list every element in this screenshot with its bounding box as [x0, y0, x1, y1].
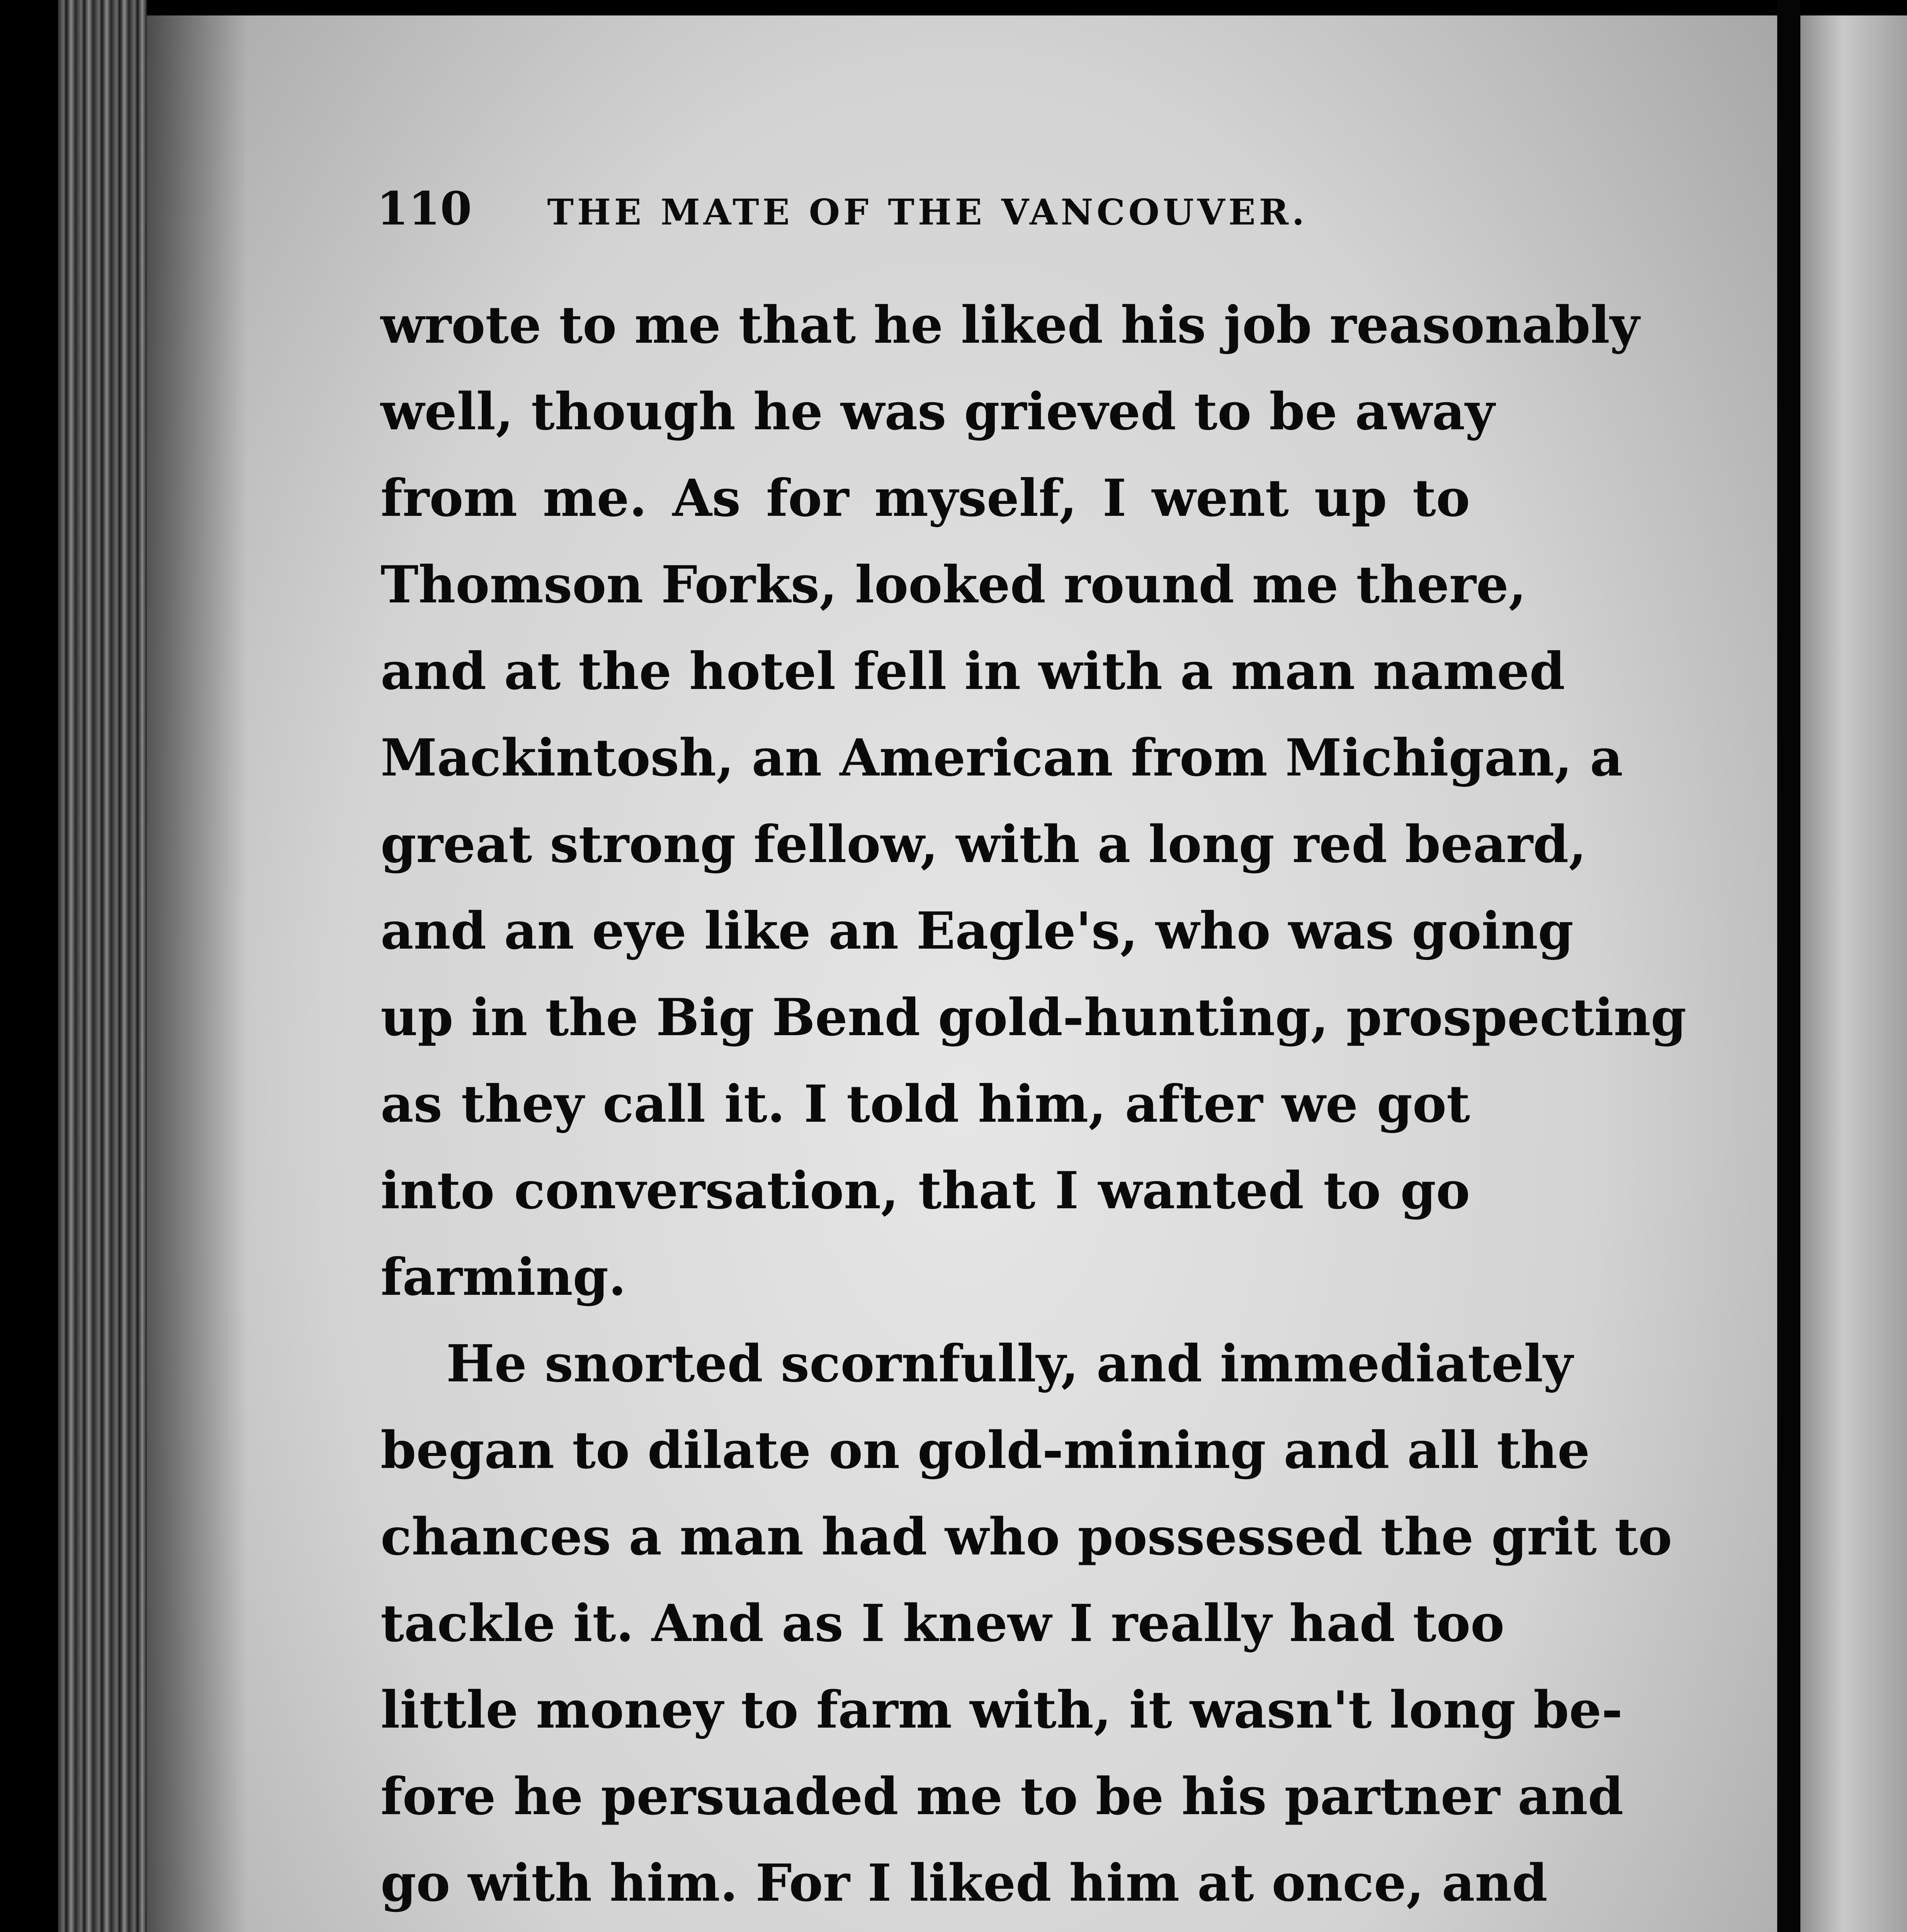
gutter-bar	[1777, 0, 1800, 1932]
text-line: fore he persuaded me to be his partner and	[381, 1767, 1624, 1827]
text-line: tackle it. And as I knew I really had too	[381, 1594, 1505, 1653]
text-line: Mackintosh, an American from Michigan, a	[381, 728, 1623, 788]
page-shadow	[147, 15, 247, 1932]
page-edge-stack	[58, 0, 147, 1932]
text-line: farming.	[381, 1247, 626, 1307]
text-line: into conversation, that I wanted to go	[381, 1161, 1470, 1221]
text-line: He snorted scornfully, and immediately	[446, 1334, 1573, 1394]
running-title: THE MATE OF THE VANCOUVER.	[547, 191, 1308, 233]
paragraph-1	[381, 282, 1686, 1321]
text-line: chances a man had who possessed the grit to	[381, 1507, 1672, 1567]
text-line: and an eye like an Eagle's, who was going	[381, 901, 1574, 961]
body-text	[381, 282, 1686, 1932]
text-line: Thomson Forks, looked round me there,	[381, 555, 1526, 615]
text-line: go with him. For I liked him at once, and	[381, 1853, 1548, 1913]
text-line: up in the Big Bend gold-hunting, prospecting	[381, 988, 1686, 1048]
text-line: little money to farm with, it wasn't long be-	[381, 1680, 1623, 1740]
paragraph-2	[381, 1321, 1672, 1932]
text-line: began to dilate on gold-mining and all the	[381, 1420, 1590, 1480]
text-line: and at the hotel fell in with a man named	[381, 641, 1565, 701]
text-line: well, though he was grieved to be away	[381, 382, 1495, 442]
page-number: 110	[377, 182, 472, 235]
text-line: great strong fellow, with a long red beard,	[381, 815, 1587, 874]
text-line: from me. As for myself, I went up to	[381, 468, 1470, 528]
text-line: as they call it. I told him, after we got	[381, 1074, 1470, 1134]
running-head	[377, 182, 1536, 243]
text-line	[381, 1927, 1470, 1932]
adjacent-page-strip	[1800, 15, 1907, 1932]
text-line: wrote to me that he liked his job reasonably	[381, 295, 1640, 355]
